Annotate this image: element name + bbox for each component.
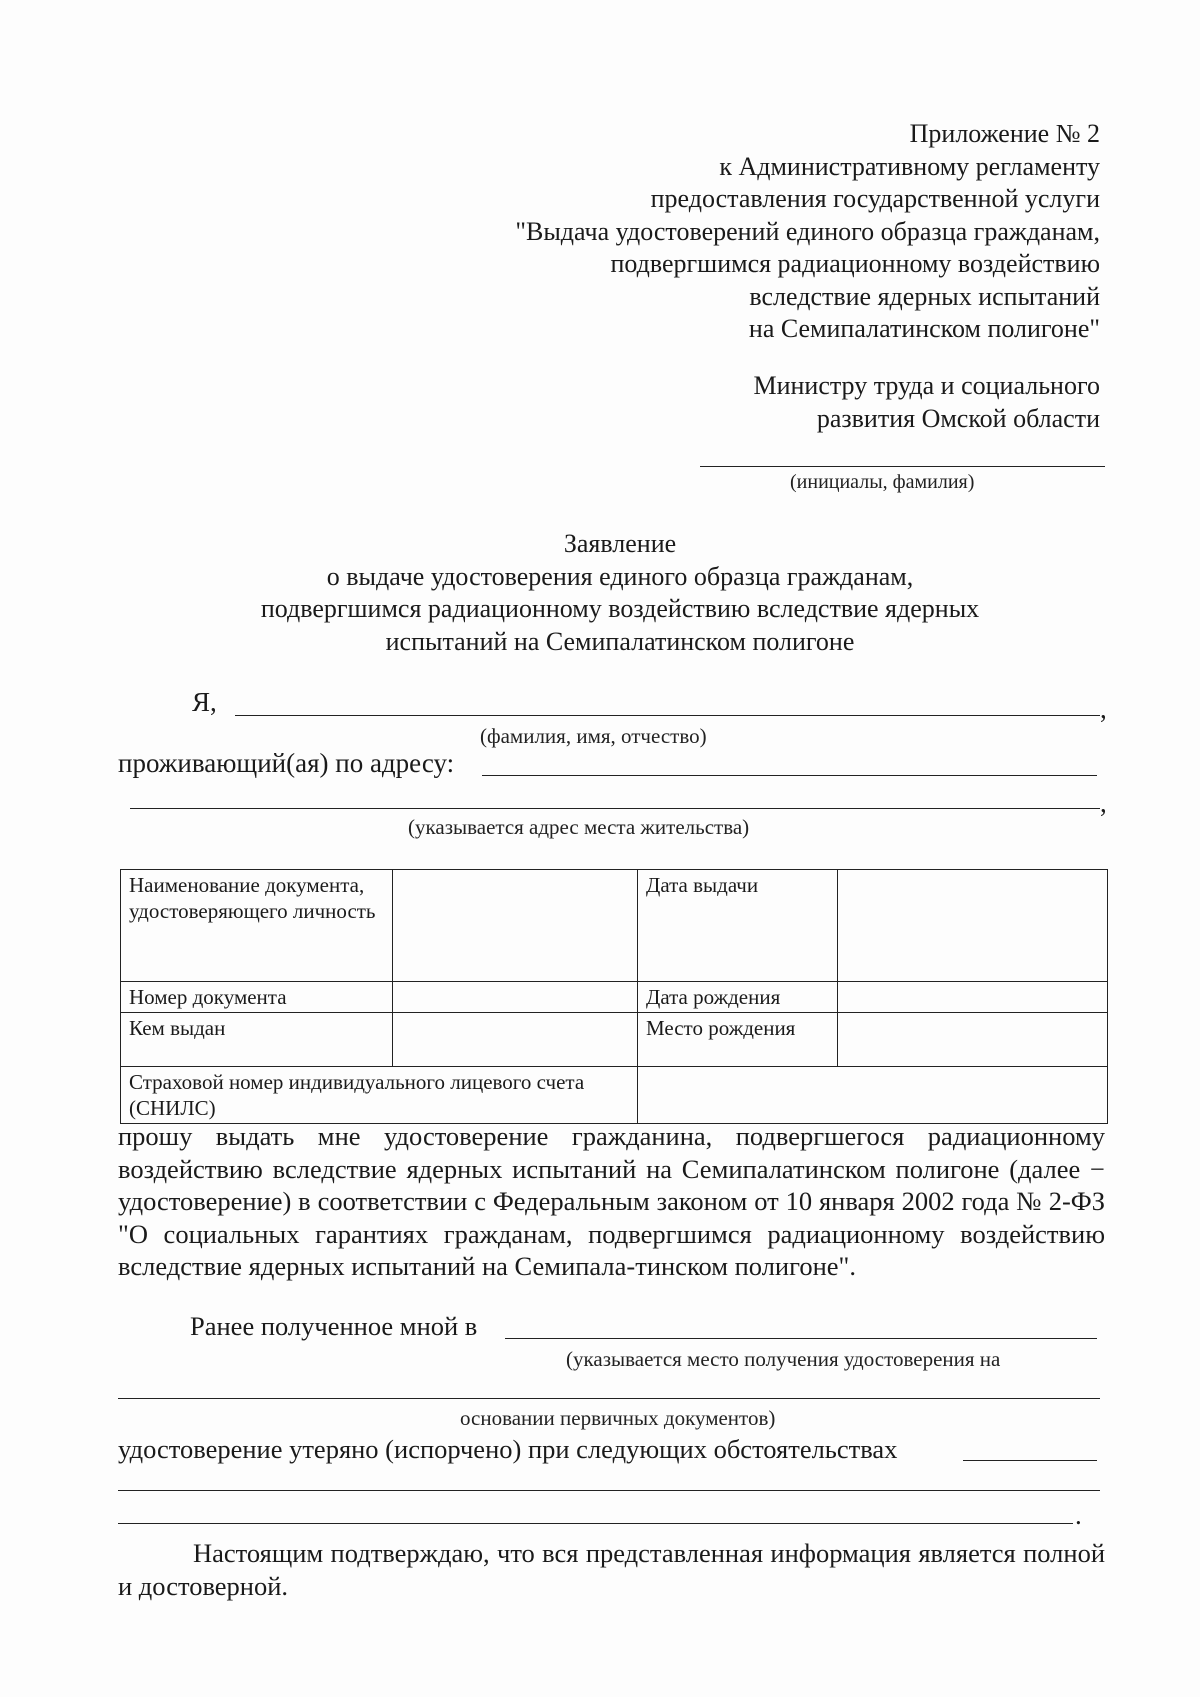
birth-place-label: Место рождения <box>638 1013 838 1067</box>
doc-name-label: Наименование документа, удостоверяющего личность <box>121 870 393 982</box>
previous-place-line[interactable] <box>505 1338 1097 1339</box>
fio-caption: (фамилия, имя, отчество) <box>480 724 707 748</box>
previous-caption-2: основании первичных документов) <box>460 1406 776 1430</box>
birth-date-label: Дата рождения <box>638 982 838 1013</box>
annex-line: к Административному регламенту <box>719 151 1100 181</box>
addressee-block <box>753 370 1100 435</box>
annex-line: вследствие ядерных испытаний <box>749 281 1100 311</box>
fio-field-line[interactable] <box>235 715 1100 716</box>
issue-date-label: Дата выдачи <box>638 870 838 982</box>
lost-line-3[interactable] <box>118 1523 1073 1524</box>
issued-by-cell[interactable] <box>393 1013 638 1067</box>
lost-label: удостоверение утеряно (испорчено) при следующих обстоятельствах <box>118 1434 898 1464</box>
request-paragraph: прошу выдать мне удостоверение гражданина, подвергшегося радиационному воздействию вследствие ядерных испытаний на Семипалатинском полигоне (далее − удостоверение) в соответствии с Федеральным законом от 10 января 2002 года № 2-ФЗ "О социальных гарантиях гражданам, подвергшимся радиационному воздействию вследствие ядерных испытаний на Семипала-тинском полигоне". <box>118 1121 1105 1281</box>
annex-line: на Семипалатинском полигоне" <box>748 314 1100 343</box>
issued-by-label: Кем выдан <box>121 1013 393 1067</box>
lost-line-1[interactable] <box>963 1460 1097 1461</box>
doc-name-cell[interactable] <box>393 870 638 982</box>
address-caption: (указывается адрес места жительства) <box>408 815 750 839</box>
annex-header <box>515 118 1100 346</box>
application-title <box>0 528 1200 658</box>
table-row <box>121 870 1108 982</box>
address-comma: , <box>1100 788 1107 818</box>
annex-line: подвергшимся радиационному воздействию <box>610 249 1100 278</box>
annex-line: Приложение № 2 <box>909 119 1100 148</box>
address-field-line-1[interactable] <box>482 775 1097 776</box>
previous-caption-1: (указывается место получения удостоверения на <box>566 1347 1001 1371</box>
title-line: подвергшимся радиационному воздействию вследствие ядерных <box>260 594 980 623</box>
title-line: испытаний на Семипалатинском полигоне <box>385 626 855 656</box>
birth-date-cell[interactable] <box>838 982 1108 1013</box>
table-row <box>121 1013 1108 1067</box>
doc-number-cell[interactable] <box>393 982 638 1013</box>
address-label: проживающий(ая) по адресу: <box>118 748 455 778</box>
annex-line: предоставления государственной услуги <box>650 184 1100 213</box>
lost-period: . <box>1075 1500 1082 1530</box>
address-field-line-2[interactable] <box>130 808 1100 809</box>
lost-line-2[interactable] <box>118 1490 1100 1491</box>
initials-caption: (инициалы, фамилия) <box>790 471 975 493</box>
addressee-line: Министру труда и социального <box>753 371 1100 400</box>
table-row <box>121 982 1108 1013</box>
i-label: Я, <box>192 687 217 717</box>
table-row <box>121 1067 1108 1124</box>
fio-comma: , <box>1100 694 1107 724</box>
id-document-table <box>120 869 1108 1124</box>
title-line: Заявление <box>563 529 677 558</box>
previous-place-line-2[interactable] <box>118 1398 1100 1399</box>
addressee-line: развития Омской области <box>816 403 1100 433</box>
birth-place-cell[interactable] <box>838 1013 1108 1067</box>
annex-line: "Выдача удостоверений единого образца гражданам, <box>515 216 1100 246</box>
issue-date-cell[interactable] <box>838 870 1108 982</box>
doc-number-label: Номер документа <box>121 982 393 1013</box>
previous-label: Ранее полученное мной в <box>190 1311 478 1341</box>
initials-line[interactable] <box>700 466 1105 467</box>
confirmation-paragraph: Настоящим подтверждаю, что вся представленная информация является полной и достоверной. <box>118 1538 1105 1601</box>
snils-cell[interactable] <box>638 1067 1108 1124</box>
title-line: о выдаче удостоверения единого образца гражданам, <box>326 561 914 591</box>
snils-label: Страховой номер индивидуального лицевого счета (СНИЛС) <box>121 1067 638 1124</box>
